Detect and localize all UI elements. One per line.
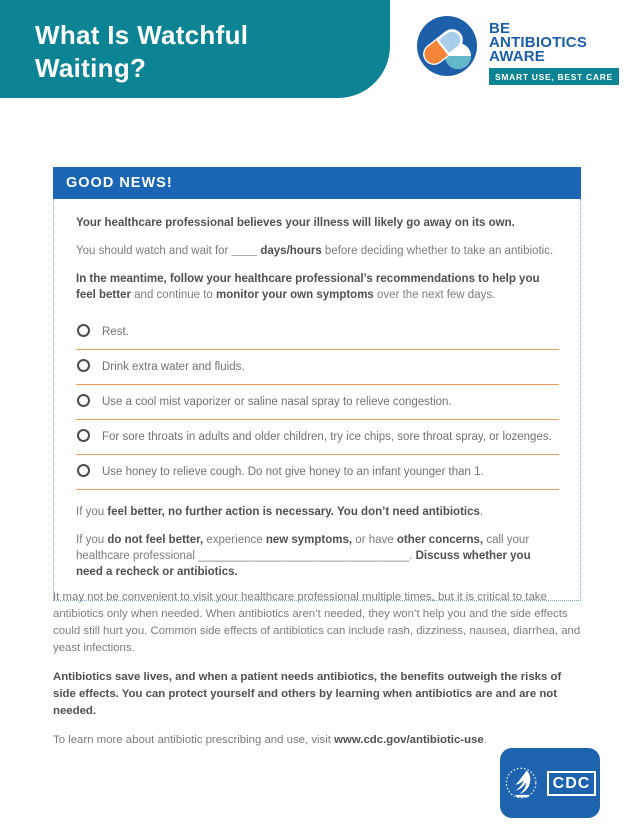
convenience-paragraph: It may not be convenient to visit your healthcare professional multiple times, but it is critical to take antibiotics only when needed. When antibiotics aren’t needed, they won’t help you and the side effects could still hurt you. Common side effects of antibiotics can include rash, dizziness, nausea, diarrhea, and yeast infections. (53, 591, 581, 654)
brand-tagline: SMART USE, BEST CARE (489, 68, 619, 85)
hhs-eagle-icon (504, 761, 542, 805)
cdc-url-link[interactable]: www.cdc.gov/antibiotic-use (334, 734, 484, 746)
checklist-item (76, 455, 559, 490)
brand-text (489, 13, 619, 85)
not-better-text: If you do not feel better, experience new symptoms, or have other concerns, call your healthcare professional _________________________________. Discuss whether you need a recheck or antibiotics. (76, 534, 531, 578)
watch-wait-text: You should watch and wait for ____ days/hours before deciding whether to take an antibiotic. (76, 245, 554, 257)
checklist-item-label: Rest. (102, 326, 129, 338)
cdc-logo (500, 748, 600, 818)
checklist-item (76, 385, 559, 420)
cdc-wordmark: CDC (547, 771, 597, 796)
checklist-item-label: For sore throats in adults and older children, try ice chips, sore throat spray, or lozenges. (102, 431, 552, 443)
pill-logo-icon (414, 13, 480, 79)
brand-line-antibiotics: ANTIBIOTICS (489, 34, 588, 51)
checklist-item-label: Drink extra water and fluids. (102, 361, 245, 373)
checklist-item (76, 315, 559, 350)
page-title (0, 0, 390, 85)
meantime-text: In the meantime, follow your healthcare professional’s recommendations to help you feel better and continue to monitor your own symptoms over the next few days. (76, 273, 540, 301)
checkbox-circle-icon (77, 394, 90, 407)
footer-paragraphs (53, 589, 587, 761)
intro-text: Your healthcare professional believes your illness will likely go away on its own. (76, 217, 515, 229)
checkbox-circle-icon (77, 464, 90, 477)
checklist-item-label: Use honey to relieve cough. Do not give honey to an infant younger than 1. (102, 466, 484, 478)
checklist-item (76, 350, 559, 385)
header-band (0, 0, 390, 98)
checkbox-circle-icon (77, 429, 90, 442)
checklist-item (76, 420, 559, 455)
be-antibiotics-aware-logo (414, 13, 619, 85)
brand-line-aware: AWARE (489, 48, 546, 65)
antibiotics-save-lives-paragraph: Antibiotics save lives, and when a patient needs antibiotics, the benefits outweigh the risks of side effects. You can protect yourself and others by learning when antibiotics are and are not needed. (53, 671, 562, 717)
checklist (76, 315, 559, 490)
brand-line-be: BE (489, 20, 511, 37)
good-news-header: GOOD NEWS! (53, 167, 581, 199)
page-title-line2: Waiting? (35, 53, 147, 83)
good-news-body (53, 199, 581, 601)
page-title-line1: What Is Watchful (35, 20, 249, 50)
checkbox-circle-icon (77, 359, 90, 372)
learn-more-paragraph: To learn more about antibiotic prescribing and use, visit www.cdc.gov/antibiotic-use. (53, 734, 487, 746)
checkbox-circle-icon (77, 324, 90, 337)
checklist-item-label: Use a cool mist vaporizer or saline nasal spray to relieve congestion. (102, 396, 452, 408)
good-news-panel (53, 167, 581, 601)
feel-better-text: If you feel better, no further action is necessary. You don’t need antibiotics. (76, 506, 484, 518)
